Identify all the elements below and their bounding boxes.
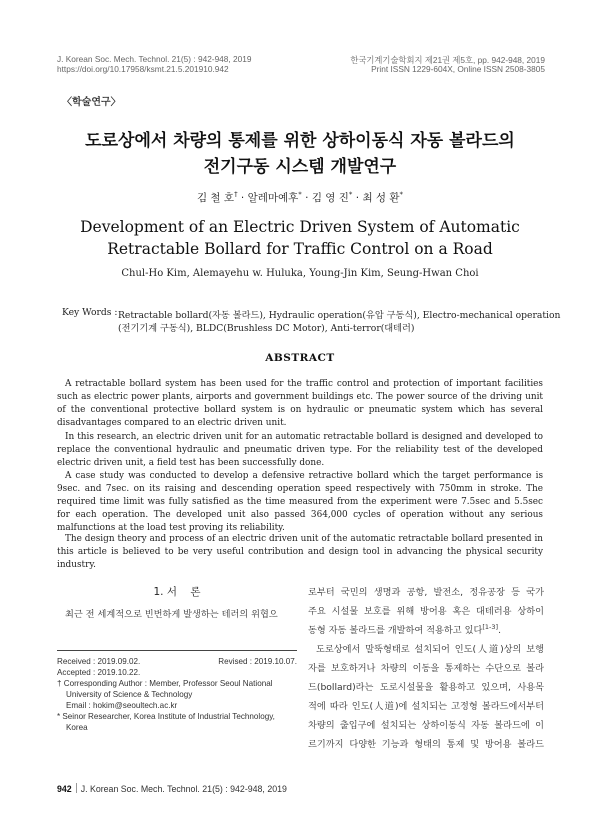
author-2: 알레마예후 (247, 192, 299, 204)
abstract-paragraph-3 (57, 470, 543, 535)
journal-citation: J. Korean Soc. Mech. Technol. 21(5) : 942-948, 2019 (57, 54, 252, 64)
body-line: 르기까지 다양한 기능과 형태의 통제 및 방어용 볼라드 (308, 739, 544, 750)
body-line: 자를 보호하거나 차량의 이동을 통제하는 수단으로 볼라 (308, 663, 544, 674)
co-author-line: * Seinor Researcher, Korea Institute of Industrial Technology, (57, 712, 275, 721)
abstract-text: A retractable bollard system has been used for the traffic control and protection of important facilities such as electric power plants, airports and government buildings etc. The power source of the driving unit of the conventional protective bollard system is on hydraulic or pneumatic system which has several disadvantages compared to an electric driven unit. (57, 379, 543, 428)
keywords-label: Key Words : (62, 307, 118, 318)
revised-date: Revised : 2019.10.07. (218, 657, 297, 666)
received-date: Received : 2019.09.02. (57, 657, 141, 666)
body-line: 로부터 국민의 생명과 공항, 발전소, 정유공장 등 국가 (308, 587, 544, 598)
page-footer (57, 783, 287, 794)
co-author-line: Korea (66, 723, 88, 732)
author-separator: · (301, 192, 312, 204)
keywords-line2: (전기기계 구동식), BLDC(Brushless DC Motor), Anti-terror(대테러) (118, 323, 415, 334)
abstract-paragraph-2 (57, 431, 543, 470)
footer-divider (76, 783, 77, 793)
author-2-mark: * (298, 190, 302, 199)
abstract-heading: ABSTRACT (265, 352, 335, 364)
abstract-paragraph-1 (57, 378, 543, 430)
issn-info: Print ISSN 1229-604X, Online ISSN 2508-3805 (371, 64, 545, 74)
abstract-text: A case study was conducted to develop a defensive retractive bollard which the target performance is 9sec. and 7sec. on its raising and descending operation speed respectively with 750mm in stroke. The required time limit was fully satisfied as the time measured from the experiment were 7.5sec and 5.5sec for each operation. The developed unit also passed 364,000 cycles of operation without any serious malfunctions at the load test proving its reliability. (57, 471, 543, 533)
author-1: 김 철 호 (196, 192, 235, 204)
doi-link[interactable]: https://doi.org/10.17958/ksmt.21.5.201910.942 (57, 64, 229, 74)
english-authors: Chul-Ho Kim, Alemayehu w. Huluka, Young-Jin Kim, Seung-Hwan Choi (121, 268, 479, 279)
author-separator: · (237, 192, 248, 204)
body-text: 동형 자동 볼라드를 개발하여 적용하고 있다 (308, 625, 483, 636)
abstract-text: In this research, an electric driven unit for an automatic retractable bollard is designed and developed to replace the conventional hydraulic and pneumatic driven type. For the reliability test of the developed electric driven unit, a field test has been successfully done. (57, 432, 543, 468)
author-3: 김 영 진 (311, 192, 349, 204)
author-3-mark: * (348, 190, 353, 199)
corresponding-author-note (57, 678, 297, 711)
body-line-with-citation (308, 622, 544, 636)
corresponding-email[interactable]: Email : hokim@seoultech.ac.kr (66, 701, 178, 710)
author-separator: · (352, 192, 363, 204)
korean-authors (0, 190, 600, 205)
introduction-text-left: 최근 전 세계적으로 빈번하게 발생하는 테러의 위협으 (65, 609, 278, 620)
co-author-note (57, 711, 297, 733)
footer-journal: J. Korean Soc. Mech. Technol. 21(5) : 942-948, 2019 (80, 784, 287, 794)
accepted-date: Accepted : 2019.10.22. (57, 668, 141, 677)
corresponding-line: University of Science & Technology (66, 690, 193, 699)
journal-citation-korean: 한국기계기술학회지 제21권 제5호, pp. 942-948, 2019 (350, 55, 545, 65)
section-heading-introduction: 1. 서 론 (153, 586, 201, 598)
received-date-row (57, 656, 297, 667)
article-category: 〈학술연구〉 (62, 97, 121, 108)
body-line: 차량의 출입구에 설치되는 상하이동식 자동 볼라드에 이 (308, 720, 544, 731)
body-line: 드(bollard)라는 도로시설물을 활용하고 있으며, 사용목 (308, 682, 544, 693)
korean-title-line2: 전기구동 시스템 개발연구 (203, 157, 397, 177)
abstract-paragraph-4 (57, 533, 543, 572)
footnote-divider (57, 650, 297, 651)
keywords-line1: Retractable bollard(자동 볼라드), Hydraulic operation(유압 구동식), Electro-mechanical operation (118, 310, 561, 321)
korean-title-line1: 도로상에서 차량의 통제를 위한 상하이동식 자동 볼라드의 (85, 131, 515, 151)
author-4-mark: * (399, 190, 404, 199)
body-text: . (498, 625, 501, 636)
author-1-mark: † (234, 190, 238, 199)
abstract-text: The design theory and process of an electric driven unit of the automatic retractable bollard presented in this article is believed to be very useful contribution and design tool in advancing the physical security industry. (57, 534, 543, 570)
body-line: 적에 따라 인도(人道)에 설치되는 고정형 볼라드에서부터 (308, 701, 544, 712)
author-4: 최 성 환 (362, 192, 400, 204)
corresponding-line: † Corresponding Author : Member, Professor Seoul National (57, 679, 273, 688)
english-title-line1: Development of an Electric Driven System of Automatic (80, 218, 520, 236)
body-line: 도로상에서 말뚝형태로 설치되어 인도(人道)상의 보행 (316, 644, 544, 655)
body-line: 주요 시설물 보호를 위해 방어용 혹은 대테러용 상하이 (308, 606, 544, 617)
page-number: 942 (57, 784, 72, 794)
english-title-line2: Retractable Bollard for Traffic Control on a Road (107, 240, 493, 258)
citation-ref[interactable]: [1-3] (482, 622, 499, 631)
